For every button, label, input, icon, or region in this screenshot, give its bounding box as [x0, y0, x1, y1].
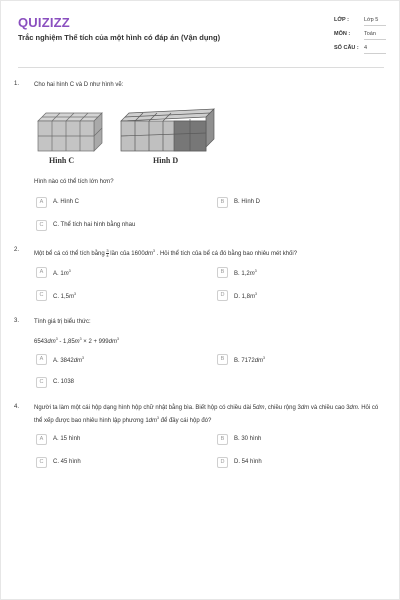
- cube-figures: [36, 103, 221, 155]
- option-letter-box: D: [217, 290, 228, 301]
- option-letter-box: A: [36, 354, 47, 365]
- option-text: A. $3842dm^3$: [53, 356, 84, 364]
- option-letter-box: B: [217, 434, 228, 445]
- figure-c-label: Hình C: [49, 156, 75, 165]
- option-letter-box: C: [36, 220, 47, 231]
- option-letter-box: A: [36, 434, 47, 445]
- figure-c-cubes: [38, 113, 102, 151]
- option-text: B. Hình D: [234, 199, 261, 205]
- question-text: Người ta làm một cái hộp dạng hình hộp chữ nhật bằng bìa. Biết hộp có chiều dài 5dm, chiều rộng 3dm và chiều cao 3dm. Hỏi có thể xếp được bao nhiêu hình lập phương $1dm^3$ để đầy cái hộp đó?: [34, 405, 379, 424]
- question-text: Tính giá trị biểu thức:: [34, 319, 91, 325]
- option-text: A. Hình C: [53, 199, 80, 205]
- question-number: 2.: [14, 247, 20, 253]
- option-letter-box: A: [36, 267, 47, 278]
- subject-value: Toán: [364, 31, 386, 40]
- option-text: D. $1,8m^3$: [234, 292, 257, 300]
- question-text: Cho hai hình C và D như hình vẽ:: [34, 82, 124, 88]
- question-number: 3.: [14, 318, 20, 324]
- math-expression: $6543dm^3 - 1,85m^3 \times 2 + 999dm^3$: [34, 337, 119, 345]
- option-text: A. $1m^3$: [53, 269, 71, 277]
- option-text: B. $7172dm^3$: [234, 356, 265, 364]
- question-text: Một bể cá có thể tích bằng $\frac{3}{4}$ lần của $1600dm^3$ . Hỏi thể tích của bể cá đó bằng bao nhiêu mét khối?: [34, 247, 298, 258]
- figure-d-label: Hình D: [153, 156, 179, 165]
- option-letter-box: B: [217, 267, 228, 278]
- option-text: B. $1,2m^3$: [234, 269, 257, 277]
- option-text: C. 1038: [53, 379, 75, 385]
- option-letter-box: B: [217, 197, 228, 208]
- worksheet-meta: [334, 15, 386, 57]
- header-divider: [18, 67, 384, 68]
- question-number: 1.: [14, 81, 20, 87]
- question-prompt: Hình nào có thể tích lớn hơn?: [34, 179, 114, 185]
- class-value: Lớp 5: [364, 17, 386, 26]
- question-count-value: 4: [364, 45, 386, 54]
- option-text: C. Thể tích hai hình bằng nhau: [53, 222, 136, 228]
- option-letter-box: B: [217, 354, 228, 365]
- option-text: D. 54 hình: [234, 459, 262, 465]
- fraction: $\frac{3}{4}$: [106, 247, 109, 258]
- option-letter-box: C: [36, 377, 47, 388]
- option-letter-box: C: [36, 457, 47, 468]
- question-count-label: SỐ CÂU :: [334, 45, 359, 51]
- option-letter-box: A: [36, 197, 47, 208]
- option-text: A. 15 hình: [53, 436, 81, 442]
- option-text: C. 45 hình: [53, 459, 81, 465]
- option-text: C. $1,5m^3$: [53, 292, 76, 300]
- subject-label: MÔN :: [334, 31, 351, 37]
- worksheet-title: Trắc nghiệm Thể tích của một hình có đáp án (Vận dụng): [18, 33, 221, 42]
- figure-d-cubes: [121, 109, 214, 151]
- option-letter-box: C: [36, 290, 47, 301]
- option-letter-box: D: [217, 457, 228, 468]
- question-number: 4.: [14, 404, 20, 410]
- class-label: LỚP :: [334, 17, 349, 23]
- quizizz-logo: QUIZIZZ: [18, 15, 70, 30]
- option-text: B. 30 hình: [234, 436, 262, 442]
